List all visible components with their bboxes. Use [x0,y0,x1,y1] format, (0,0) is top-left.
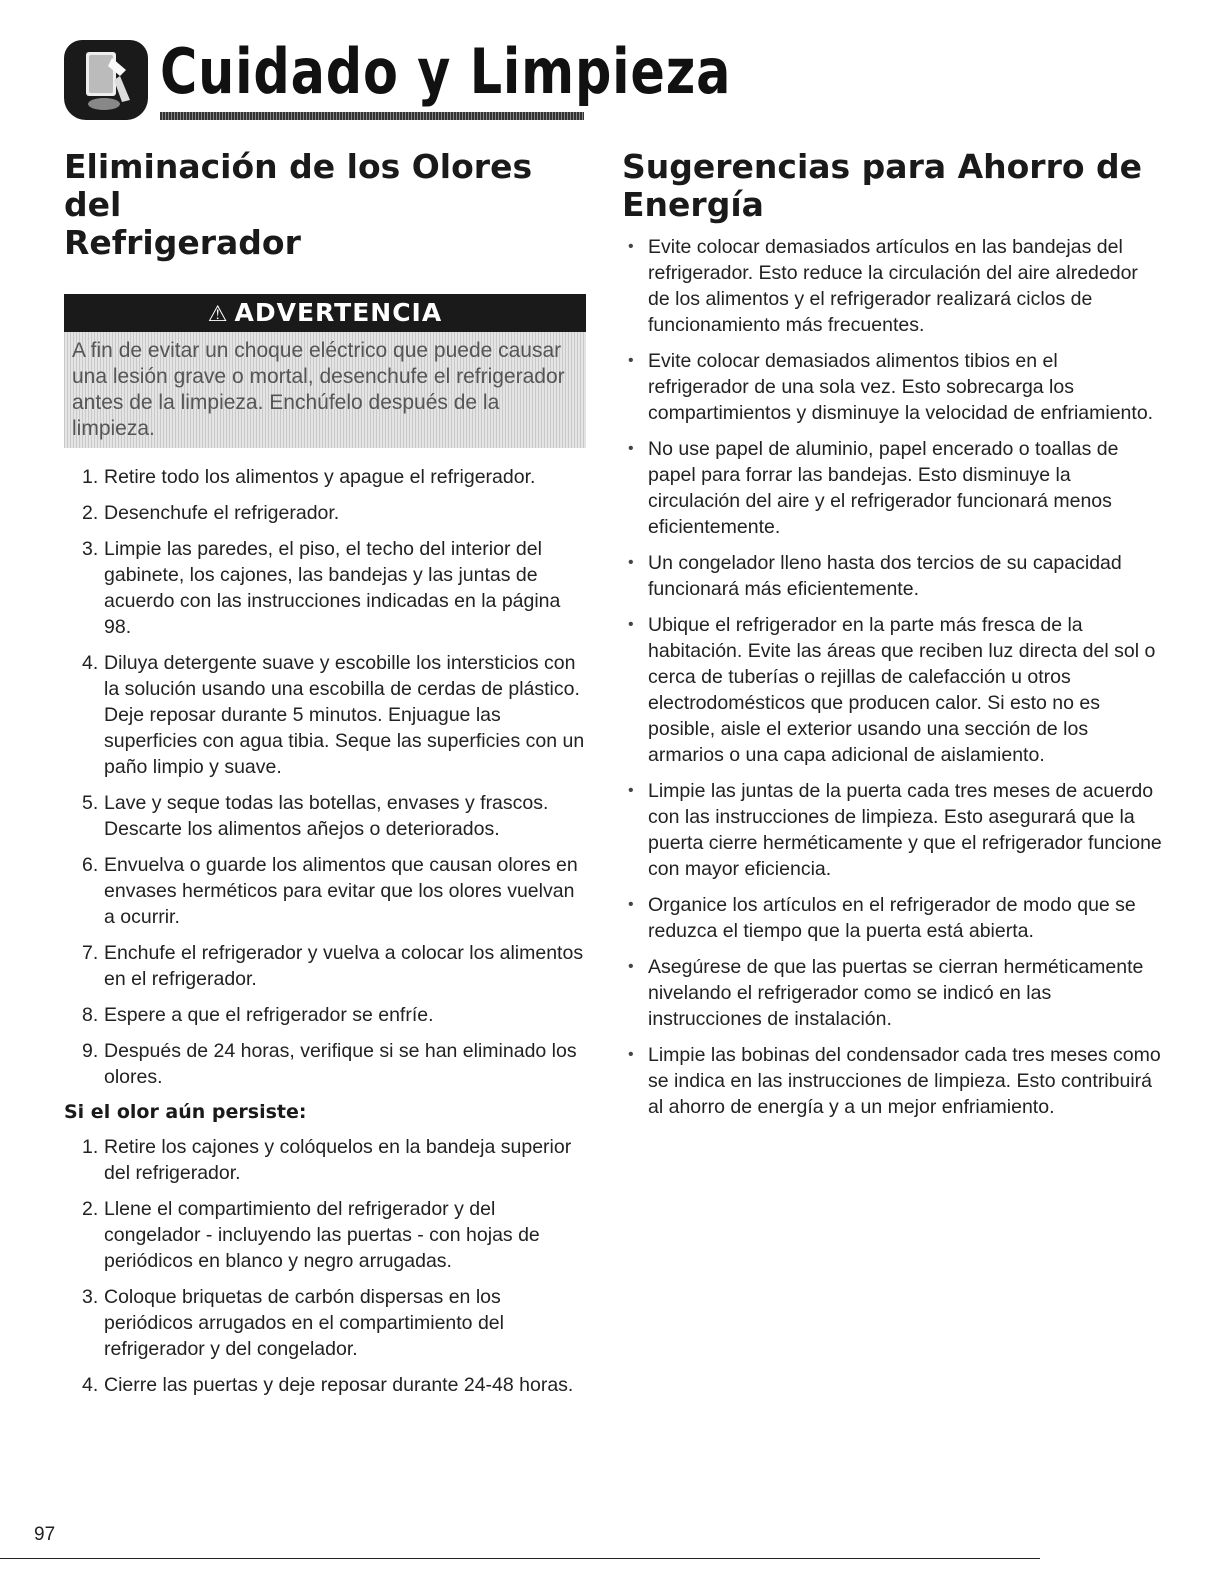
list-item: • Evite colocar demasiados alimentos tibios en el refrigerador de una sola vez. Esto sobrecarga los compartimientos y disminuye la velocidad de enfriamiento. [622,348,1162,426]
refrigerator-cleaning-icon [64,40,148,120]
list-item: 6. Envuelva o guarde los alimentos que causan olores en envases herméticos para evitar que los olores vuelvan a ocurrir. [82,854,578,928]
energy-saving-title [622,148,1162,224]
energy-saving-title-line1: Sugerencias para Ahorro de [622,147,1143,186]
persist-steps [64,1134,588,1398]
warning-box [64,294,586,448]
list-item: • Evite colocar demasiados artículos en las bandejas del refrigerador. Esto reduce la circulación del aire alrededor de los alimentos y el refrigerador realizará ciclos de funcionamiento más frecuentes. [622,234,1162,338]
energy-saving-section [622,148,1162,1130]
header-rule [160,112,584,120]
list-item: • Organice los artículos en el refrigerador de modo que se reduzca el tiempo que la puerta está abierta. [622,892,1162,944]
list-item: 4. Diluya detergente suave y escobille los intersticios con la solución usando una escobilla de cerdas de plástico. Deje reposar durante 5 minutos. Enjuague las superficies con agua tibia. Seque las superficies con un paño limpio y suave. [82,652,585,778]
warning-text: A fin de evitar un choque eléctrico que puede causar una lesión grave o mortal, desenchufe el refrigerador antes de la limpieza. Enchúfelo después de la limpieza. [72,339,565,440]
list-item: 3. Limpie las paredes, el piso, el techo del interior del gabinete, los cajones, las bandejas y las juntas de acuerdo con las instrucciones indicadas en la página 98. [82,538,561,638]
list-item: 1. Retire los cajones y colóquelos en la bandeja superior del refrigerador. [82,1136,572,1184]
list-item: • Un congelador lleno hasta dos tercios de su capacidad funcionará más eficientemente. [622,550,1162,602]
warning-header [64,294,586,332]
warning-triangle-icon: ⚠ [207,302,229,327]
list-item: • Asegúrese de que las puertas se cierran herméticamente nivelando el refrigerador como se indicó en las instrucciones de instalación. [622,954,1162,1032]
odor-removal-section [64,148,588,1408]
list-item: 9. Después de 24 horas, verifique si se han eliminado los olores. [82,1040,577,1088]
list-item: 2. Llene el compartimiento del refrigerador y del congelador - incluyendo las puertas - con hojas de periódicos en blanco y negro arrugadas. [82,1198,540,1272]
odor-removal-title [64,148,588,262]
list-item: 5. Lave y seque todas las botellas, envases y frascos. Descarte los alimentos añejos o deteriorados. [82,792,549,840]
list-item: • No use papel de aluminio, papel encerado o toallas de papel para forrar las bandejas. Esto disminuye la circulación del aire y el refrigerador funcionará menos eficientemente. [622,436,1162,540]
warning-label: ADVERTENCIA [234,298,443,327]
page-number: 97 [34,1524,56,1545]
page-header-title: Cuidado y Limpieza [160,35,732,108]
list-item: 8. Espere a que el refrigerador se enfríe. [82,1004,434,1026]
list-item: 2. Desenchufe el refrigerador. [82,502,340,524]
odor-removal-title-line1: Eliminación de los Olores del [64,147,533,224]
odor-removal-title-line2: Refrigerador [64,223,301,262]
odor-removal-steps [64,464,588,1090]
list-item: 7. Enchufe el refrigerador y vuelva a colocar los alimentos en el refrigerador. [82,942,584,990]
list-item: • Limpie las juntas de la puerta cada tres meses de acuerdo con las instrucciones de limpieza. Esto asegurará que la puerta cierre herméticamente y que el refrigerador funcione con mayor eficiencia. [622,778,1162,882]
persist-subheading: Si el olor aún persiste: [64,1101,307,1123]
energy-tips-list [622,234,1162,1120]
list-item: 3. Coloque briquetas de carbón dispersas en los periódicos arrugados en el compartimiento del refrigerador y del congelador. [82,1286,504,1360]
list-item: • Ubique el refrigerador en la parte más fresca de la habitación. Evite las áreas que reciben luz directa del sol o cerca de tuberías o rejillas de calefacción u otros electrodomésticos que producen calor. Si esto no es posible, aisle el exterior usando una sección de los armarios o una capa adicional de aislamiento. [622,612,1162,768]
energy-saving-title-line2: Energía [622,185,764,224]
list-item: 4. Cierre las puertas y deje reposar durante 24-48 horas. [82,1374,574,1396]
list-item: • Limpie las bobinas del condensador cada tres meses como se indica en las instrucciones de limpieza. Esto contribuirá al ahorro de energía y a un mejor enfriamiento. [622,1042,1162,1120]
list-item: 1. Retire todo los alimentos y apague el refrigerador. [82,466,536,488]
footer-rule [0,1558,1040,1559]
